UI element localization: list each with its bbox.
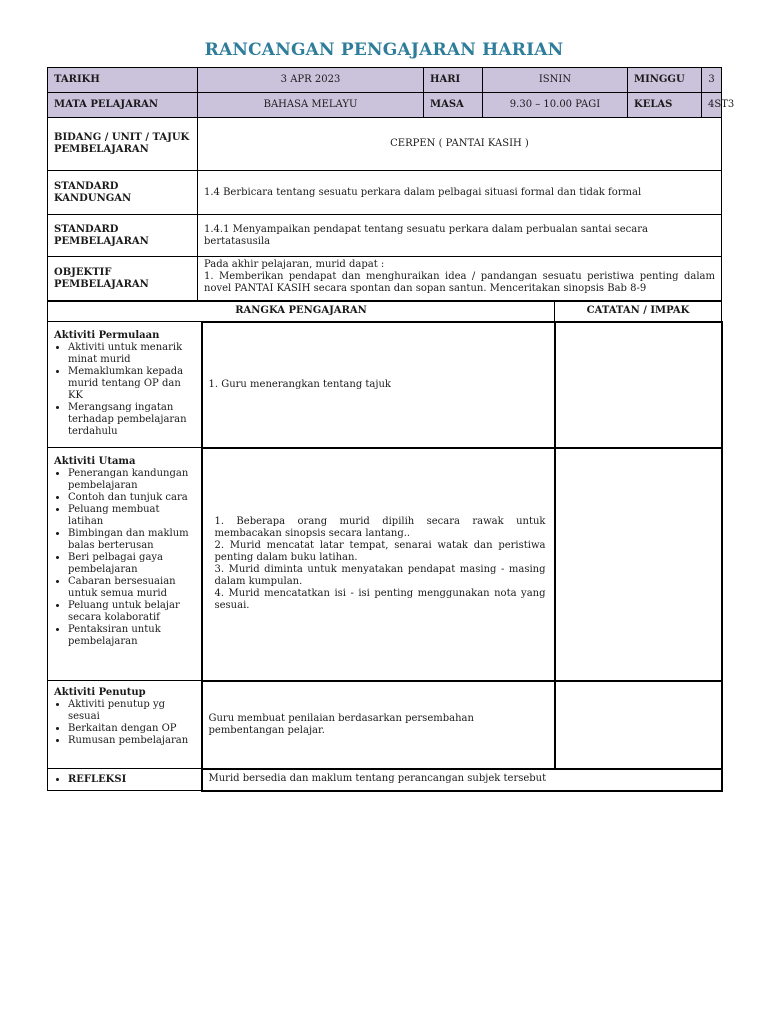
page-title: RANCANGAN PENGAJARAN HARIAN (204, 40, 564, 60)
penutup-cell (48, 681, 202, 769)
objektif-label: OBJEKTIF PEMBELAJARAN (48, 257, 198, 302)
utama-step: 4. Murid mencatatkan isi - isi penting menggunakan nota yang sesuai. (214, 588, 546, 611)
list-item: • Cabaran bersesuaian untuk semua murid (68, 576, 195, 600)
tarikh-value: 3 APR 2023 (198, 68, 424, 93)
list-item: • Peluang untuk belajar secara kolaboratif (68, 600, 195, 624)
minggu-label: MINGGU (628, 68, 702, 93)
standard-kandungan-value: 1.4 Berbicara tentang sesuatu perkara dalam pelbagai situasi formal dan tidak formal (198, 171, 722, 215)
refleksi-value: Murid bersedia dan maklum tentang perancangan subjek tersebut (202, 769, 722, 791)
permulaan-catatan (555, 322, 722, 448)
penutup-title: Aktiviti Penutup (54, 687, 146, 698)
list-item: • Berkaitan dengan OP (68, 723, 195, 735)
list-item: • Beri pelbagai gaya pembelajaran (68, 552, 195, 576)
penutup-content: Guru membuat penilaian berdasarkan persembahan pembentangan pelajar. (202, 681, 555, 769)
utama-catatan (555, 448, 722, 681)
standard-kandungan-label: STANDARD KANDUNGAN (48, 171, 198, 215)
permulaan-content: 1. Guru menerangkan tentang tajuk (202, 322, 555, 448)
catatan-header: CATATAN / IMPAK (555, 301, 722, 322)
objektif-point: 1. Memberikan pendapat dan menghuraikan idea / pandangan sesuatu peristiwa penting dalam novel PANTAI KASIH secara spontan dan sopan santun. Menceritakan sinopsis Bab 8-9 (204, 271, 715, 294)
mata-pelajaran-value: BAHASA MELAYU (198, 93, 424, 118)
list-item: • Merangsang ingatan terhadap pembelajaran terdahulu (68, 402, 195, 438)
utama-cell (48, 448, 202, 681)
list-item: • Pentaksiran untuk pembelajaran (68, 624, 195, 648)
hari-value: ISNIN (483, 68, 628, 93)
refleksi-list (54, 774, 195, 786)
permulaan-list (54, 342, 195, 438)
kelas-value: 4ST3 (702, 93, 722, 118)
standard-pembelajaran-label: STANDARD PEMBELAJARAN (48, 215, 198, 257)
list-item: • Rumusan pembelajaran (68, 735, 195, 747)
standard-pembelajaran-value: 1.4.1 Menyampaikan pendapat tentang sesuatu perkara dalam perbualan santai secara bertatasusila (198, 215, 722, 257)
penutup-catatan (555, 681, 722, 769)
refleksi-label: • REFLEKSI (68, 774, 195, 786)
masa-label: MASA (424, 93, 483, 118)
list-item: • Aktiviti untuk menarik minat murid (68, 342, 195, 366)
list-item: • Memaklumkan kepada murid tentang OP dan KK (68, 366, 195, 402)
bidang-value: CERPEN ( PANTAI KASIH ) (198, 118, 722, 171)
bidang-label: BIDANG / UNIT / TAJUK PEMBELAJARAN (48, 118, 198, 171)
hari-label: HARI (424, 68, 483, 93)
utama-list (54, 468, 195, 648)
utama-step: 3. Murid diminta untuk menyatakan pendapat masing - masing dalam kumpulan. (214, 564, 546, 587)
utama-step: 2. Murid mencatat latar tempat, senarai watak dan peristiwa penting dalam buku latihan. (214, 540, 546, 563)
kelas-label: KELAS (628, 93, 702, 118)
mata-pelajaran-label: MATA PELAJARAN (48, 93, 198, 118)
list-item: • Peluang membuat latihan (68, 504, 195, 528)
permulaan-title: Aktiviti Permulaan (54, 330, 160, 341)
list-item: • Penerangan kandungan pembelajaran (68, 468, 195, 492)
utama-title: Aktiviti Utama (54, 456, 136, 467)
minggu-value: 3 (702, 68, 722, 93)
info-table (47, 67, 735, 118)
list-item: • Aktiviti penutup yg sesuai (68, 699, 195, 723)
list-item: • Contoh dan tunjuk cara (68, 492, 195, 504)
utama-content (202, 448, 555, 681)
rangka-table (47, 300, 723, 792)
objektif-intro: Pada akhir pelajaran, murid dapat : (204, 259, 385, 270)
objektif-value (198, 257, 722, 302)
utama-step: 1. Beberapa orang murid dipilih secara rawak untuk membacakan sinopsis secara lantang.. (214, 516, 546, 539)
penutup-list (54, 699, 195, 747)
tarikh-label: TARIKH (48, 68, 198, 93)
permulaan-cell (48, 322, 202, 448)
list-item: • Bimbingan dan maklum balas berterusan (68, 528, 195, 552)
masa-value: 9.30 – 10.00 PAGI (483, 93, 628, 118)
standards-table (47, 117, 722, 302)
refleksi-cell (48, 769, 202, 791)
rangka-header: RANGKA PENGAJARAN (48, 301, 555, 322)
